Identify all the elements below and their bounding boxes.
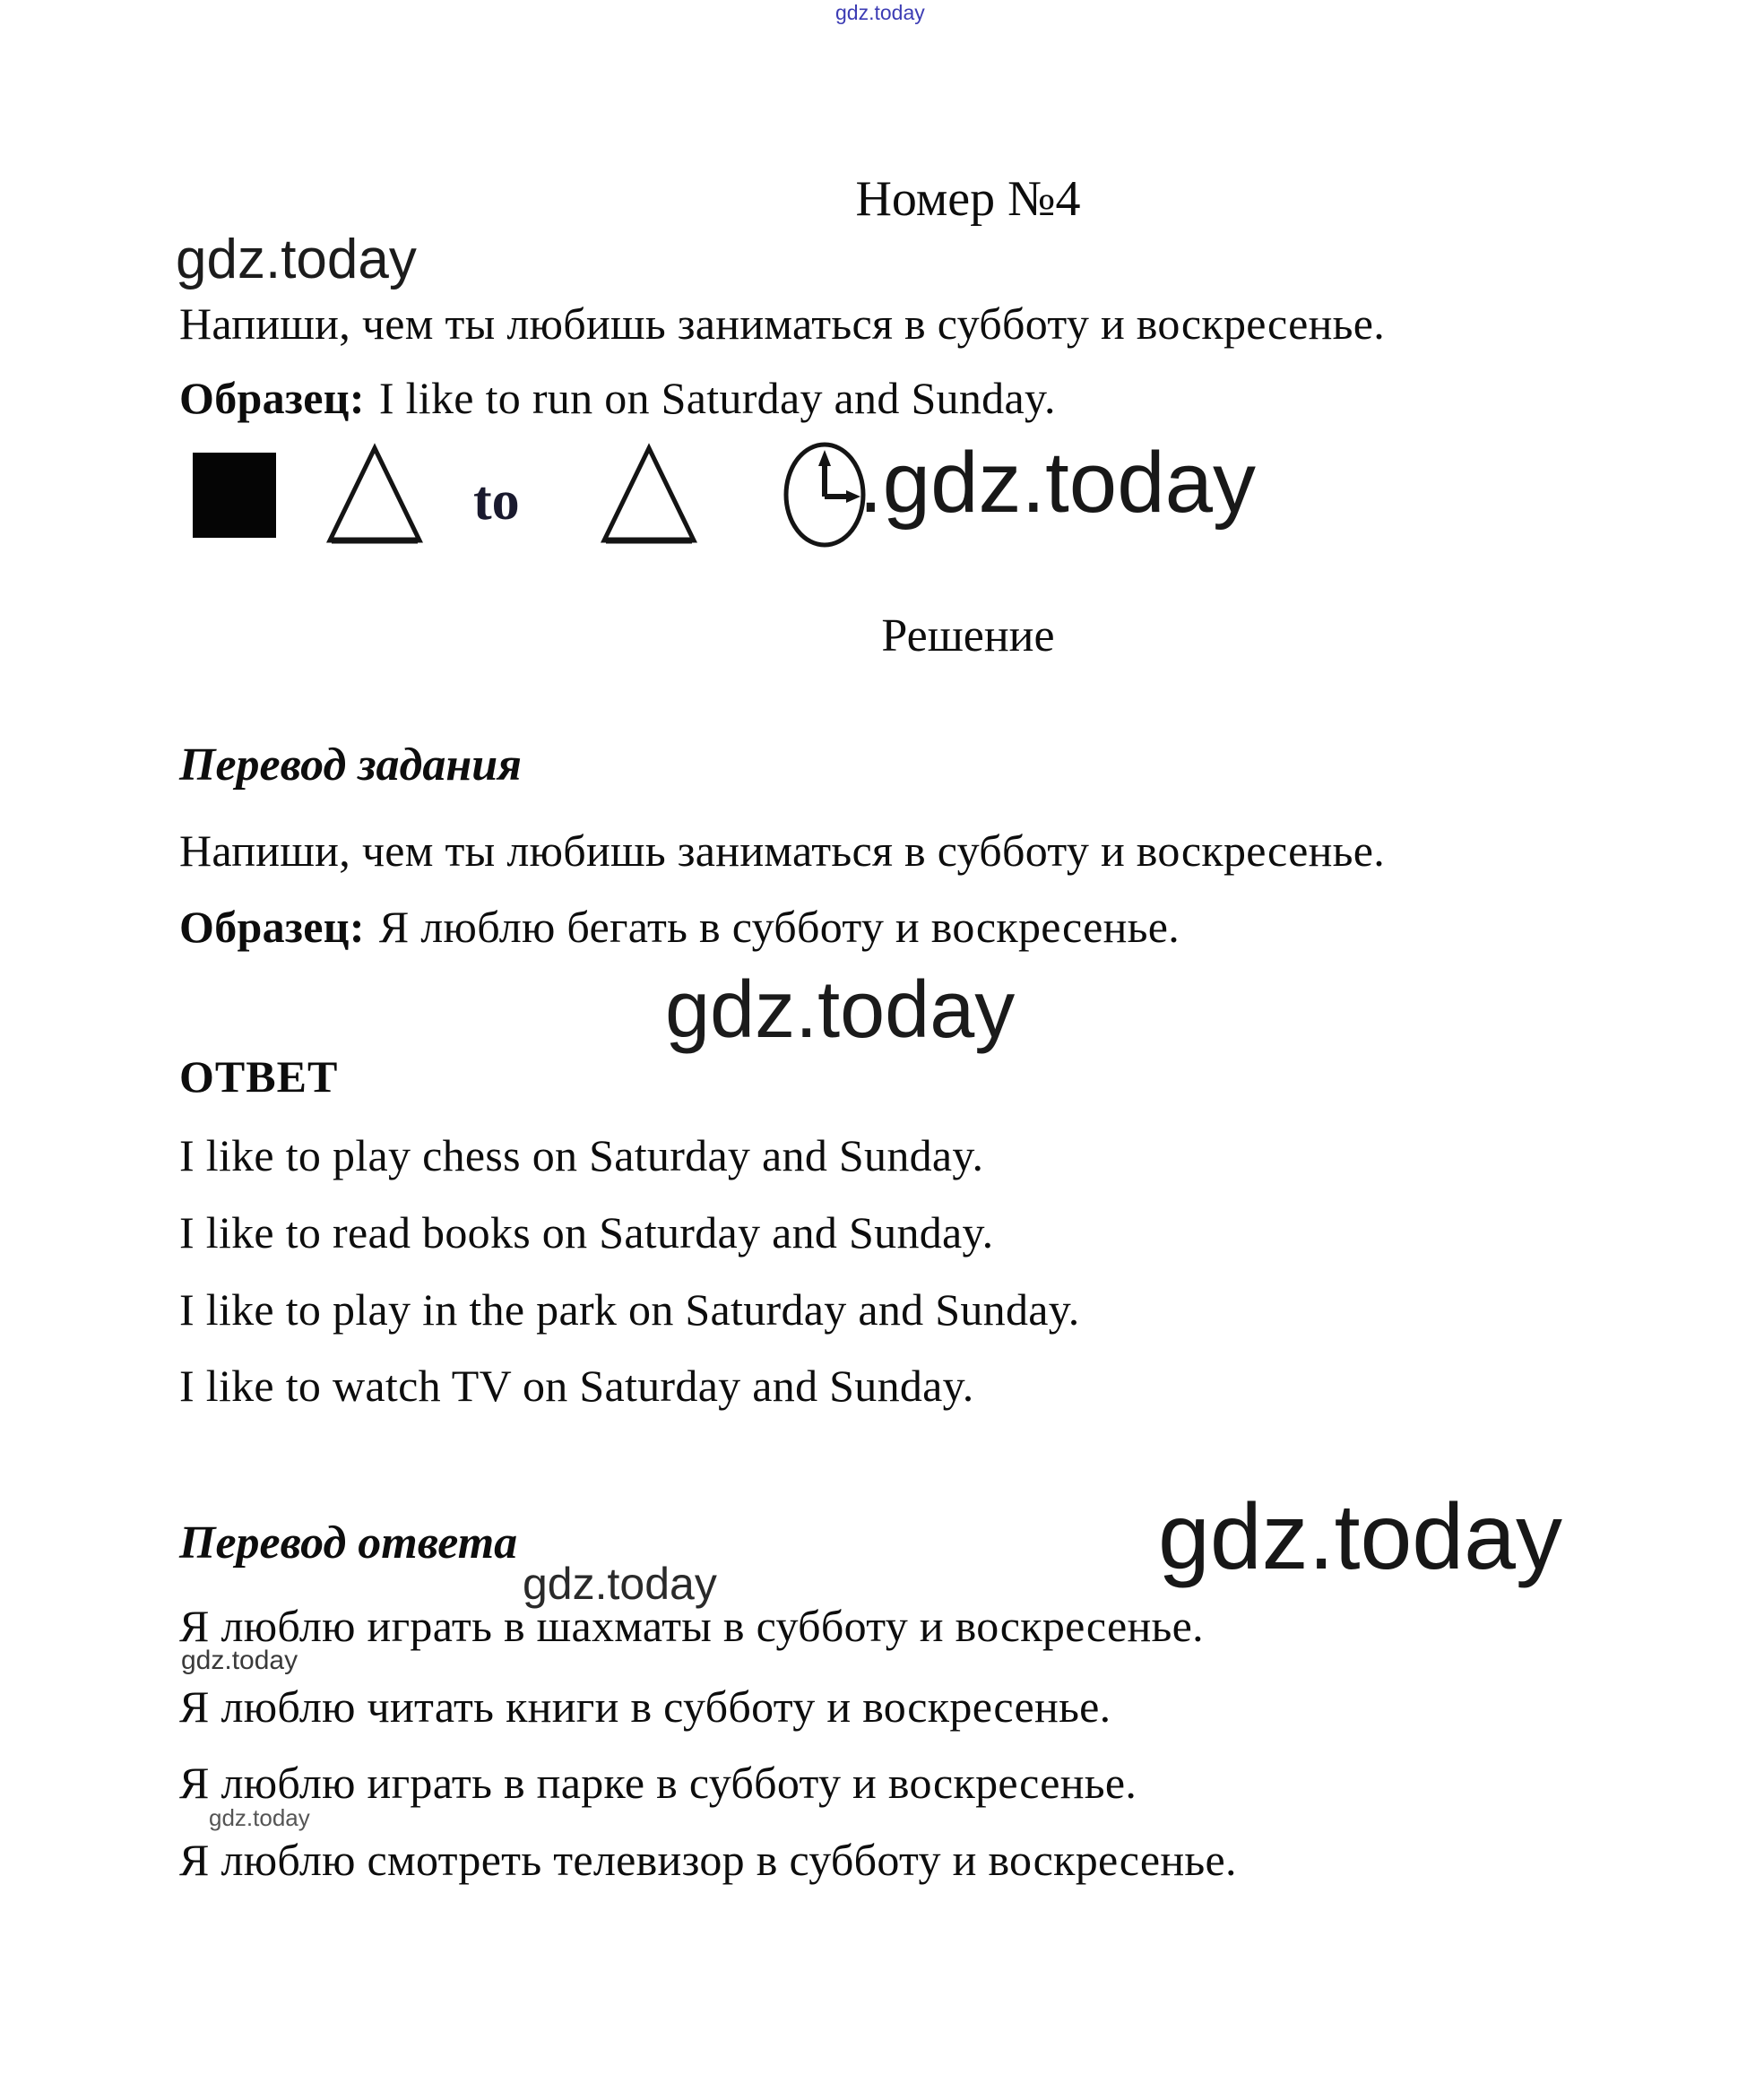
answer-line: I like to watch TV on Saturday and Sunday.	[179, 1361, 974, 1411]
watermark-medium: gdz.today	[523, 1559, 717, 1609]
watermark-left: gdz.today	[176, 229, 417, 290]
translation-answer-heading: Перевод ответа	[179, 1517, 518, 1569]
shapes-connector-text: to	[473, 471, 520, 532]
clock-icon	[782, 439, 868, 550]
solution-heading: Решение	[881, 610, 1055, 661]
watermark-center: gdz.today	[665, 965, 1016, 1055]
translation-sample-line	[179, 899, 1180, 955]
translation-answer-line: Я люблю играть в шахматы в субботу и воскресенье.	[179, 1601, 1204, 1651]
translation-answer-line: Я люблю читать книги в субботу и воскресенье.	[179, 1681, 1111, 1732]
answer-line: I like to play chess on Saturday and Sunday.	[179, 1130, 984, 1180]
task-instruction: Напиши, чем ты любишь заниматься в субботу и воскресенье.	[179, 298, 1386, 349]
task-sample-line	[179, 370, 1056, 427]
triangle-icon	[324, 441, 425, 547]
translation-answer-line: Я люблю смотреть телевизор в субботу и воскресенье.	[179, 1835, 1237, 1885]
sample-label: Образец:	[179, 373, 365, 423]
answer-heading: ОТВЕТ	[179, 1051, 339, 1102]
triangle-icon	[599, 441, 699, 547]
watermark-top: gdz.today	[835, 1, 925, 24]
translation-task-instruction: Напиши, чем ты любишь заниматься в субботу и воскресенье.	[179, 825, 1386, 876]
answer-line: I like to play in the park on Saturday and Sunday.	[179, 1284, 1080, 1335]
sample-label: Образец:	[179, 902, 365, 952]
watermark-right: gdz.today	[1158, 1485, 1562, 1589]
watermark-small: gdz.today	[181, 1646, 298, 1675]
translation-task-heading: Перевод задания	[179, 739, 522, 791]
translation-answer-line: Я люблю играть в парке в субботу и воскресенье.	[179, 1758, 1137, 1808]
watermark-small: gdz.today	[209, 1804, 310, 1831]
page-title: Номер №4	[855, 171, 1081, 227]
answer-line: I like to read books on Saturday and Sunday.	[179, 1207, 994, 1258]
sample-text: I like to run on Saturday and Sunday.	[378, 373, 1056, 423]
sample-text: Я люблю бегать в субботу и воскресенье.	[378, 902, 1180, 952]
watermark-inline: .gdz.today	[859, 435, 1256, 531]
filled-square-icon	[193, 453, 276, 538]
